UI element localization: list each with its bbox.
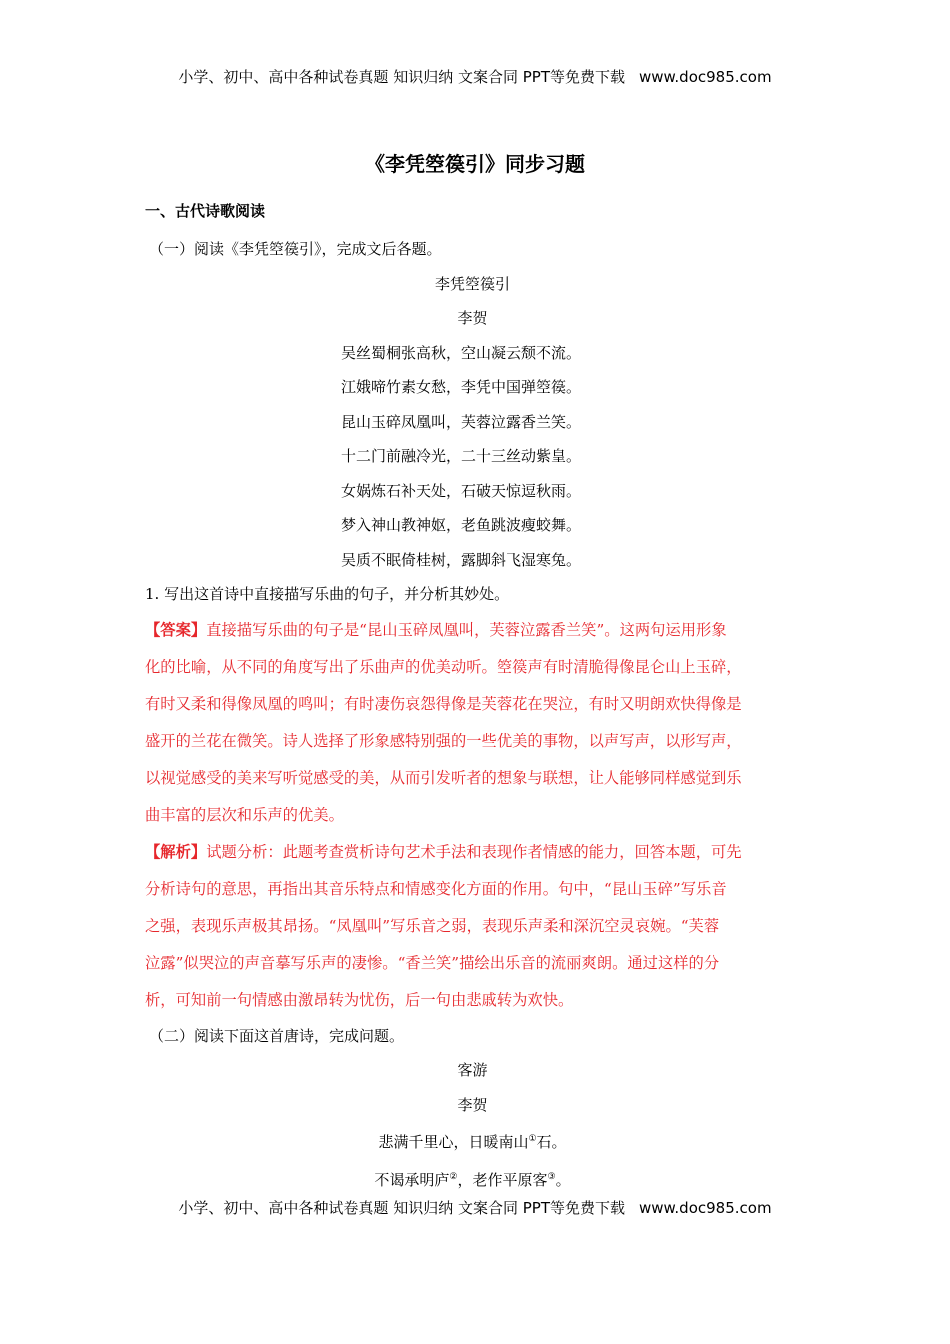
- footnote-marker: ①: [528, 1134, 537, 1144]
- answer-line: 化的比喻，从不同的角度写出了乐曲声的优美动听。箜篌声有时清脆得像昆仑山上玉碎，: [145, 657, 742, 676]
- footer-banner: [0, 1197, 950, 1218]
- page-title: 《李凭箜篌引》同步习题: [365, 152, 585, 176]
- answer-line: 以视觉感受的美来写听觉感受的美，从而引发听者的想象与联想，让人能够同样感觉到乐: [145, 768, 742, 787]
- analysis-line: 试题分析：此题考查赏析诗句艺术手法和表现作者情感的能力，回答本题，可先: [206, 842, 742, 861]
- analysis-line: 析，可知前一句情感由激昂转为忧伤，后一句由悲戚转为欢快。: [145, 990, 574, 1009]
- answer-tag: 【答案】: [145, 620, 207, 639]
- analysis-tag: 【解析】: [145, 842, 207, 861]
- poem2-line: 悲满千里心，日暖南山①石。: [378, 1133, 567, 1151]
- poem1-line: 女娲炼石补天处，石破天惊逗秋雨。: [341, 481, 582, 500]
- poem1-line: 梦入神山教神妪，老鱼跳波瘦蛟舞。: [341, 516, 582, 534]
- answer-block: [145, 612, 800, 834]
- footnote-marker: ②: [449, 1171, 458, 1182]
- analysis-line: 泣露”似哭泣的声音摹写乐声的凄惨。“香兰笑”描绘出乐音的流丽爽朗。通过这样的分: [145, 953, 720, 972]
- analysis-line: 分析诗句的意思，再指出其音乐特点和情感变化方面的作用。句中，“昆山玉碎”写乐音: [145, 879, 727, 898]
- answer-line: 直接描写乐曲的句子是“昆山玉碎凤凰叫，芙蓉泣露香兰笑”。这两句运用形象: [206, 620, 727, 639]
- analysis-block: [145, 834, 800, 1019]
- footnote-marker: ③: [547, 1171, 556, 1182]
- poem2-author: 李贺: [457, 1095, 488, 1114]
- answer-line: 有时又柔和得像凤凰的鸣叫；有时凄伤哀怨得像是芙蓉花在哭泣，有时又明朗欢快得像是: [145, 694, 742, 713]
- poem1-line: 吴质不眠倚桂树，露脚斜飞湿寒兔。: [341, 550, 582, 569]
- answer-line: 曲丰富的层次和乐声的优美。: [145, 805, 344, 824]
- poem2-line: 不谒承明庐②，老作平原客③。: [374, 1170, 571, 1189]
- header-banner: [0, 66, 950, 87]
- answer-line: 盛开的兰花在微笑。诗人选择了形象感特别强的一些优美的事物，以声写声，以形写声，: [145, 731, 742, 750]
- poem1-line: 吴丝蜀桐张高秋，空山凝云颓不流。: [341, 343, 582, 362]
- main-content: [145, 198, 800, 1197]
- question-1: 1. 写出这首诗中直接描写乐曲的句子，并分析其妙处。: [145, 585, 510, 603]
- banner-url[interactable]: www.doc985.com: [638, 1199, 772, 1217]
- poem2-title: 客游: [457, 1061, 488, 1079]
- poem1-author: 李贺: [457, 309, 488, 327]
- banner-url[interactable]: www.doc985.com: [638, 68, 772, 86]
- banner-text: 小学、初中、高中各种试卷真题 知识归纳 文案合同 PPT等免费下载: [178, 1199, 625, 1217]
- poem1-line: 江娥啼竹素女愁，李凭中国弹箜篌。: [341, 378, 582, 396]
- analysis-line: 之强，表现乐声极其昂扬。“凤凰叫”写乐音之弱，表现乐声柔和深沉空灵哀婉。“芙蓉: [145, 916, 720, 935]
- poem1-line: 十二门前融冷光，二十三丝动紫皇。: [341, 447, 582, 465]
- part2-intro: （二）阅读下面这首唐诗，完成问题。: [149, 1026, 405, 1045]
- part1-intro: （一）阅读《李凭箜篌引》，完成文后各题。: [149, 240, 442, 258]
- section-heading: 一、古代诗歌阅读: [145, 202, 266, 220]
- poem1-title: 李凭箜篌引: [434, 274, 510, 293]
- poem1-line: 昆山玉碎凤凰叫，芙蓉泣露香兰笑。: [341, 412, 582, 431]
- banner-text: 小学、初中、高中各种试卷真题 知识归纳 文案合同 PPT等免费下载: [178, 68, 625, 86]
